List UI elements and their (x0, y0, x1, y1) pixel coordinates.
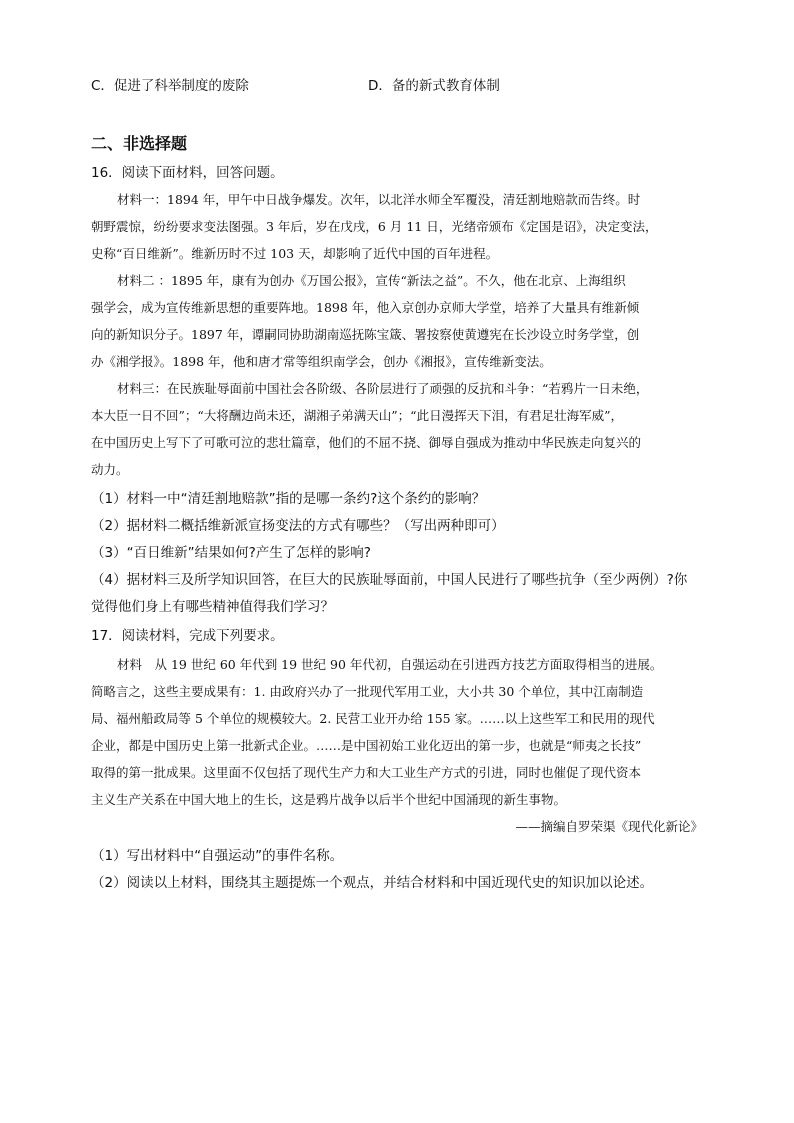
q16-m3-line: 在中国历史上写下了可歌可泣的悲壮篇章，他们的不屈不挠、御辱自强成为推动中华民族走向复兴的 (91, 435, 642, 450)
q16-m3-line: 材料三：在民族耻辱面前中国社会各阶级、各阶层进行了顽强的反抗和斗争：“若鸦片一日未绝， (117, 381, 649, 396)
q16-m2-line: 向的新知识分子。1897 年，谭嗣同协助湖南巡抚陈宝箴、署按察使黄遵宪在长沙设立时务学堂，创 (91, 327, 640, 342)
section-title: 二、非选择题 (91, 134, 188, 153)
q16-m1-line: 史称“百日维新”。维新历时不过 103 天，却影响了近代中国的百年进程。 (91, 246, 499, 261)
q17-material-line: 材料 从 19 世纪 60 年代到 19 世纪 90 年代初，自强运动在引进西方技艺方面取得相当的进展。 (117, 657, 663, 672)
q17-material-line: 企业，都是中国历史上第一批新式企业。……是中国初始工业化迈出的第一步，也就是“师夷之长技” (91, 738, 642, 753)
q16-sub-question: （1）材料一中“清廷割地赔款”指的是哪一条约?这个条约的影响？ (91, 491, 486, 507)
q16-m1-line: 朝野震惊，纷纷要求变法图强。3 年后，岁在戊戌，6 月 11 日，光绪帝颁布《定国是诏》，决定变法， (91, 219, 658, 234)
q16-sub-question: （2）据材料二概括维新派宣扬变法的方式有哪些？（写出两种即可） (91, 518, 505, 534)
q16-m3-line: 动力。 (91, 462, 129, 477)
q16-sub-question: （3）“百日维新”结果如何?产生了怎样的影响? (91, 545, 371, 561)
q17-sub-question: （1）写出材料中“自强运动”的事件名称。 (91, 848, 344, 864)
q16-m2-line: 材料二 ：1895 年，康有为创办《万国公报》，宣传“新法之益”。不久，他在北京、上海组织 (117, 273, 626, 288)
q17-sub-question: （2）阅读以上材料，围绕其主题提炼一个观点，并结合材料和中国近现代史的知识加以论述。 (91, 875, 654, 891)
q17-material-line: 局、福州船政局等 5 个单位的规模较大。2. 民营工业开办给 155 家。……以上这些军工和民用的现代 (91, 711, 655, 726)
q16-m1-line: 材料一：1894 年，甲午中日战争爆发。次年，以北洋水师全军覆没，清廷割地赔款而告终。时 (117, 192, 641, 207)
q17-source: ——摘编自罗荣渠《现代化新论》 (515, 819, 703, 834)
q17-prompt: 17．阅读材料，完成下列要求。 (91, 628, 284, 644)
option-c: C．促进了科举制度的废除 (91, 78, 249, 94)
q16-m2-line: 强学会，成为宣传维新思想的重要阵地。1898 年，他入京创办京师大学堂，培养了大量具有维新倾 (91, 300, 640, 315)
q16-sub-question: 觉得他们身上有哪些精神值得我们学习？ (91, 599, 334, 615)
option-d: D．备的新式教育体制 (368, 78, 500, 94)
q16-m3-line: 本大臣一日不回”；“大将酬边尚未还，湖湘子弟满天山”；“此日漫挥天下泪，有君足壮海军威”， (91, 408, 623, 423)
q17-material-line: 取得的第一批成果。这里面不仅包括了现代生产力和大工业生产方式的引进，同时也催促了现代资本 (91, 765, 642, 780)
q17-material-line: 简略言之，这些主要成果有：1. 由政府兴办了一批现代军用工业，大小共 30 个单位，其中江南制造 (91, 684, 644, 699)
q17-material-line: 主义生产关系在中国大地上的生长，这是鸦片战争以后半个世纪中国涌现的新生事物。 (91, 792, 567, 807)
q16-sub-question: （4）据材料三及所学知识回答，在巨大的民族耻辱面前，中国人民进行了哪些抗争（至少两例）?你 (91, 572, 688, 588)
q16-prompt: 16．阅读下面材料，回答问题。 (91, 165, 284, 181)
q16-m2-line: 办《湘学报》。1898 年，他和唐才常等组织南学会，创办《湘报》，宣传维新变法。 (91, 354, 552, 369)
